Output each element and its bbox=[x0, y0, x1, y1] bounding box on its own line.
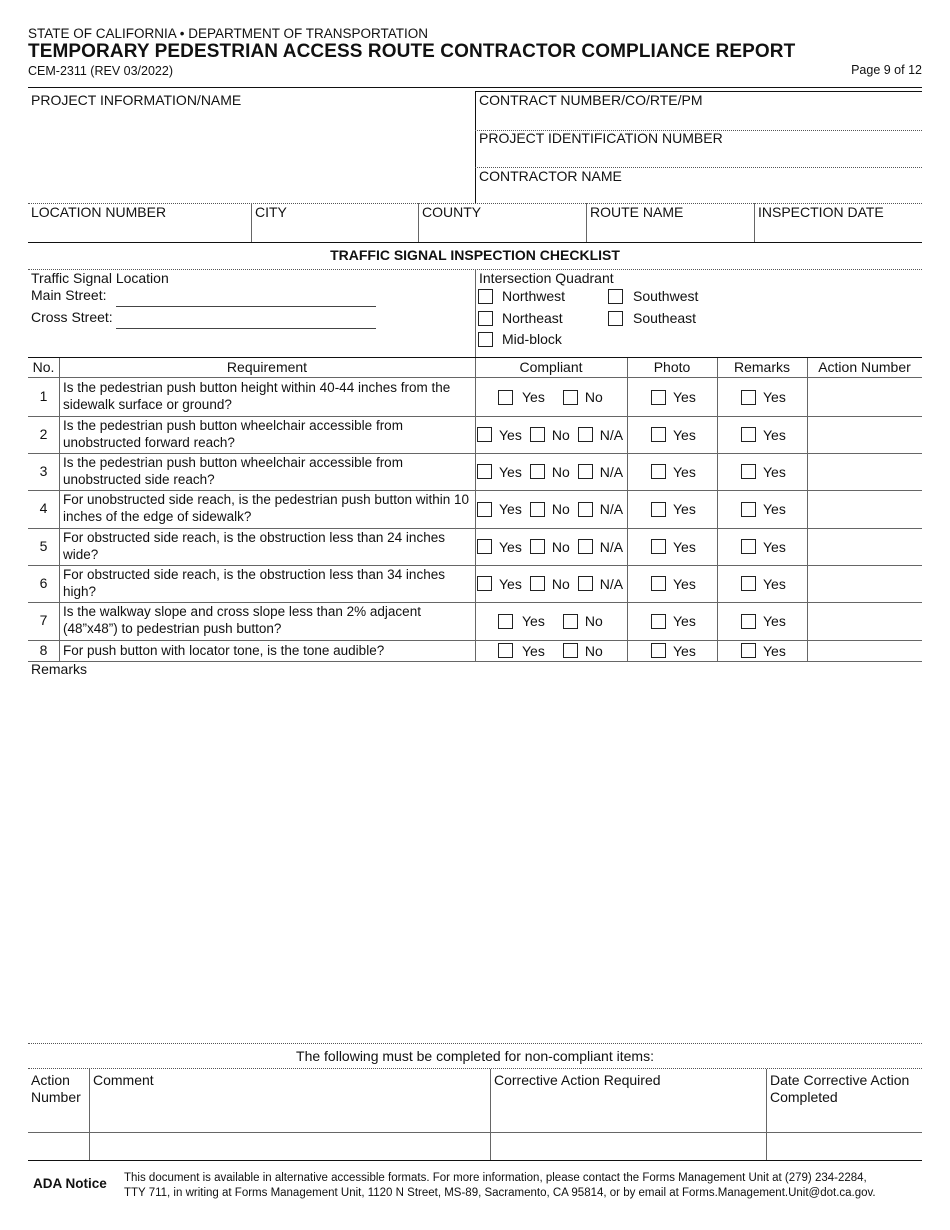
row-number: 6 bbox=[39, 575, 48, 591]
northeast-label: Northeast bbox=[502, 310, 563, 326]
remarks-option bbox=[741, 378, 794, 416]
yes-label: Yes bbox=[763, 613, 786, 629]
inspection-date-label: INSPECTION DATE bbox=[758, 204, 884, 220]
midblock-label: Mid-block bbox=[502, 331, 562, 347]
compliant-na-checkbox[interactable] bbox=[578, 502, 593, 517]
table-row bbox=[28, 416, 922, 454]
header-photo: Photo bbox=[653, 359, 691, 375]
nc-date-field[interactable] bbox=[767, 1133, 922, 1160]
yes-label: Yes bbox=[522, 613, 545, 629]
project-id-label: PROJECT IDENTIFICATION NUMBER bbox=[479, 130, 723, 146]
no-label: No bbox=[551, 575, 570, 592]
nc-action-number-field[interactable] bbox=[28, 1133, 89, 1160]
compliant-yes-checkbox[interactable] bbox=[477, 464, 492, 479]
contractor-name-label: CONTRACTOR NAME bbox=[479, 168, 622, 184]
photo-option bbox=[651, 640, 704, 661]
photo-yes-checkbox[interactable] bbox=[651, 502, 666, 517]
row-requirement: For push button with locator tone, is the tone audible? bbox=[63, 643, 385, 658]
location-divider-1 bbox=[251, 203, 252, 242]
project-info-label: PROJECT INFORMATION/NAME bbox=[31, 92, 242, 108]
northwest-checkbox[interactable] bbox=[478, 289, 493, 304]
row-requirement: For obstructed side reach, is the obstruction less than 24 inches wide? bbox=[63, 530, 445, 562]
location-number-label: LOCATION NUMBER bbox=[31, 204, 167, 220]
county-label: COUNTY bbox=[422, 204, 482, 220]
compliant-na-checkbox[interactable] bbox=[578, 427, 593, 442]
row-requirement: For obstructed side reach, is the obstruction less than 34 inches high? bbox=[63, 567, 445, 599]
quadrant-divider bbox=[475, 269, 476, 357]
cross-street-label: Cross Street: bbox=[31, 309, 113, 325]
remarks-yes-checkbox[interactable] bbox=[741, 464, 756, 479]
compliant-options bbox=[477, 490, 631, 528]
location-divider-4 bbox=[754, 203, 755, 242]
compliant-yes-checkbox[interactable] bbox=[477, 427, 492, 442]
header-no: No. bbox=[32, 359, 55, 375]
northeast-checkbox[interactable] bbox=[478, 311, 493, 326]
row-requirement: Is the pedestrian push button wheelchair accessible from unobstructed forward reach? bbox=[63, 418, 403, 450]
yes-label: Yes bbox=[673, 642, 696, 659]
southwest-label: Southwest bbox=[633, 288, 699, 304]
remarks-option bbox=[741, 490, 794, 528]
nc-corrective-field[interactable] bbox=[491, 1133, 766, 1160]
southwest-checkbox[interactable] bbox=[608, 289, 623, 304]
compliant-options bbox=[498, 602, 611, 640]
yes-label: Yes bbox=[673, 501, 696, 517]
na-label: N/A bbox=[599, 426, 624, 443]
yes-label: Yes bbox=[499, 575, 522, 592]
project-id-field[interactable] bbox=[475, 146, 922, 168]
photo-option bbox=[651, 565, 704, 602]
action-number-field[interactable] bbox=[808, 378, 922, 416]
compliant-yes-checkbox[interactable] bbox=[498, 614, 513, 629]
no-label: No bbox=[584, 642, 603, 659]
contract-number-field[interactable] bbox=[475, 108, 922, 131]
yes-label: Yes bbox=[673, 538, 696, 555]
na-label: N/A bbox=[599, 538, 624, 555]
quadrant-southwest[interactable] bbox=[608, 288, 698, 304]
row-requirement: Is the walkway slope and cross slope less than 2% adjacent (48”x48”) to pedestrian push button? bbox=[63, 604, 421, 636]
quadrant-label: Intersection Quadrant bbox=[479, 270, 614, 286]
yes-label: Yes bbox=[673, 613, 696, 629]
remarks-option bbox=[741, 602, 794, 640]
compliant-options bbox=[477, 416, 631, 453]
noncompliant-top-rule bbox=[28, 1043, 922, 1044]
compliant-no-checkbox[interactable] bbox=[530, 539, 545, 554]
noncompliant-title-rule bbox=[28, 1068, 922, 1069]
project-info-field[interactable] bbox=[28, 91, 475, 203]
remarks-yes-checkbox[interactable] bbox=[741, 614, 756, 629]
action-number-field[interactable] bbox=[808, 640, 922, 661]
row-number: 1 bbox=[39, 388, 48, 404]
quadrant-midblock[interactable] bbox=[478, 331, 562, 347]
row-requirement: Is the pedestrian push button wheelchair accessible from unobstructed side reach? bbox=[63, 455, 403, 487]
yes-label: Yes bbox=[763, 538, 786, 555]
compliant-no-checkbox[interactable] bbox=[530, 576, 545, 591]
remarks-option bbox=[741, 640, 794, 661]
yes-label: Yes bbox=[673, 463, 696, 480]
action-number-field[interactable] bbox=[808, 453, 922, 490]
compliant-na-checkbox[interactable] bbox=[578, 576, 593, 591]
compliant-yes-checkbox[interactable] bbox=[477, 502, 492, 517]
photo-yes-checkbox[interactable] bbox=[651, 643, 666, 658]
row-number: 5 bbox=[39, 538, 48, 554]
na-label: N/A bbox=[599, 501, 624, 517]
compliant-yes-checkbox[interactable] bbox=[498, 390, 513, 405]
photo-yes-checkbox[interactable] bbox=[651, 390, 666, 405]
checklist-title: TRAFFIC SIGNAL INSPECTION CHECKLIST bbox=[330, 247, 620, 263]
compliant-yes-checkbox[interactable] bbox=[477, 576, 492, 591]
compliant-options bbox=[498, 378, 611, 416]
no-label: No bbox=[551, 501, 570, 517]
location-row-bottom bbox=[28, 242, 922, 243]
city-label: CITY bbox=[255, 204, 287, 220]
compliant-options bbox=[477, 453, 631, 490]
remarks-option bbox=[741, 528, 794, 565]
row-number: 3 bbox=[39, 463, 48, 479]
no-label: No bbox=[551, 426, 570, 443]
row-number: 4 bbox=[39, 500, 48, 516]
yes-label: Yes bbox=[763, 463, 786, 480]
nc-comment-field[interactable] bbox=[90, 1133, 490, 1160]
contract-number-label: CONTRACT NUMBER/CO/RTE/PM bbox=[479, 92, 703, 108]
compliant-no-checkbox[interactable] bbox=[563, 390, 578, 405]
compliant-options bbox=[498, 640, 611, 661]
ada-notice-label: ADA Notice bbox=[33, 1176, 107, 1191]
quadrant-southeast[interactable] bbox=[608, 310, 696, 326]
compliant-na-checkbox[interactable] bbox=[578, 464, 593, 479]
yes-label: Yes bbox=[673, 426, 696, 443]
yes-label: Yes bbox=[673, 575, 696, 592]
compliant-yes-checkbox[interactable] bbox=[498, 643, 513, 658]
yes-label: Yes bbox=[499, 501, 522, 517]
yes-label: Yes bbox=[763, 426, 786, 443]
compliant-na-checkbox[interactable] bbox=[578, 539, 593, 554]
northwest-label: Northwest bbox=[502, 288, 566, 304]
yes-label: Yes bbox=[499, 463, 522, 480]
no-label: No bbox=[551, 463, 570, 480]
compliant-no-checkbox[interactable] bbox=[530, 502, 545, 517]
remarks-label: Remarks bbox=[31, 661, 88, 677]
compliant-yes-checkbox[interactable] bbox=[477, 539, 492, 554]
location-divider-2 bbox=[418, 203, 419, 242]
table-row bbox=[28, 565, 922, 603]
compliant-no-checkbox[interactable] bbox=[530, 464, 545, 479]
southeast-label: Southeast bbox=[633, 310, 697, 326]
yes-label: Yes bbox=[763, 642, 786, 659]
photo-option bbox=[651, 453, 704, 490]
photo-option bbox=[651, 490, 704, 528]
na-label: N/A bbox=[599, 575, 624, 592]
row-number: 2 bbox=[39, 426, 48, 442]
header-remarks: Remarks bbox=[733, 359, 790, 375]
no-label: No bbox=[551, 538, 570, 555]
remarks-option bbox=[741, 565, 794, 602]
location-divider-3 bbox=[586, 203, 587, 242]
remarks-yes-checkbox[interactable] bbox=[741, 643, 756, 658]
quadrant-northeast[interactable] bbox=[478, 310, 563, 326]
action-number-field[interactable] bbox=[808, 565, 922, 602]
page-number: Page 9 of 12 bbox=[851, 63, 922, 77]
photo-option bbox=[651, 378, 704, 416]
header-compliant: Compliant bbox=[519, 359, 583, 375]
row-requirement: Is the pedestrian push button height within 40-44 inches from the sidewalk surface or ground? bbox=[63, 380, 451, 412]
yes-label: Yes bbox=[763, 389, 786, 405]
ada-notice-line1: This document is available in alternative accessible formats. For more information, please contact the Forms Management Unit at (279) 234-2284, bbox=[124, 1172, 867, 1184]
photo-yes-checkbox[interactable] bbox=[651, 576, 666, 591]
table-row bbox=[28, 378, 922, 417]
action-number-field[interactable] bbox=[808, 602, 922, 640]
na-label: N/A bbox=[599, 463, 624, 480]
yes-label: Yes bbox=[673, 389, 696, 405]
remarks-field[interactable] bbox=[28, 678, 922, 1038]
action-number-field[interactable] bbox=[808, 416, 922, 453]
form-title: TEMPORARY PEDESTRIAN ACCESS ROUTE CONTRACTOR COMPLIANCE REPORT bbox=[28, 41, 796, 62]
remarks-yes-checkbox[interactable] bbox=[741, 502, 756, 517]
action-number-field[interactable] bbox=[808, 528, 922, 565]
remarks-yes-checkbox[interactable] bbox=[741, 576, 756, 591]
nc-bottom-rule bbox=[28, 1160, 922, 1161]
table-row bbox=[28, 528, 922, 566]
header-action-number: Action Number bbox=[818, 359, 911, 375]
quadrant-northwest[interactable] bbox=[478, 288, 565, 304]
table-row bbox=[28, 490, 922, 529]
table-header-row bbox=[28, 358, 922, 378]
ada-notice-line2: TTY 711, in writing at Forms Management Unit, 1120 N Street, MS-89, Sacramento, CA 95814, or by email at Forms.Management.Unit@dot.ca.gov. bbox=[124, 1187, 876, 1199]
yes-label: Yes bbox=[522, 389, 545, 405]
yes-label: Yes bbox=[763, 501, 786, 517]
form-number: CEM-2311 (REV 03/2022) bbox=[28, 64, 173, 78]
compliant-options bbox=[477, 528, 631, 565]
midblock-checkbox[interactable] bbox=[478, 332, 493, 347]
table-row bbox=[28, 453, 922, 491]
nc-date-header: Date Corrective Action Completed bbox=[770, 1072, 910, 1105]
table-row bbox=[28, 602, 922, 641]
remarks-yes-checkbox[interactable] bbox=[741, 390, 756, 405]
photo-option bbox=[651, 416, 704, 453]
photo-yes-checkbox[interactable] bbox=[651, 614, 666, 629]
row-number: 8 bbox=[39, 642, 48, 658]
photo-option bbox=[651, 528, 704, 565]
signal-location-label: Traffic Signal Location bbox=[31, 270, 169, 286]
compliant-options bbox=[477, 565, 631, 602]
photo-option bbox=[651, 602, 704, 640]
photo-yes-checkbox[interactable] bbox=[651, 539, 666, 554]
nc-corrective-header: Corrective Action Required bbox=[494, 1072, 661, 1088]
row-number: 7 bbox=[39, 612, 48, 628]
main-street-field[interactable] bbox=[116, 306, 376, 307]
photo-yes-checkbox[interactable] bbox=[651, 427, 666, 442]
cross-street-field[interactable] bbox=[116, 328, 376, 329]
route-name-label: ROUTE NAME bbox=[590, 204, 684, 220]
top-rule bbox=[28, 87, 922, 88]
header-requirement: Requirement bbox=[226, 359, 308, 375]
noncompliant-title: The following must be completed for non-compliant items: bbox=[296, 1048, 654, 1064]
table-row bbox=[28, 640, 922, 662]
remarks-yes-checkbox[interactable] bbox=[741, 427, 756, 442]
row-requirement: For unobstructed side reach, is the pedestrian push button within 10 inches of the edge of sidewalk? bbox=[63, 492, 469, 524]
compliant-no-checkbox[interactable] bbox=[530, 427, 545, 442]
yes-label: Yes bbox=[499, 538, 522, 555]
remarks-option bbox=[741, 416, 794, 453]
photo-yes-checkbox[interactable] bbox=[651, 464, 666, 479]
nc-comment-header: Comment bbox=[93, 1072, 154, 1088]
no-label: No bbox=[584, 613, 603, 629]
action-number-field[interactable] bbox=[808, 490, 922, 528]
contractor-name-field[interactable] bbox=[475, 184, 922, 203]
remarks-yes-checkbox[interactable] bbox=[741, 539, 756, 554]
compliant-no-checkbox[interactable] bbox=[563, 614, 578, 629]
yes-label: Yes bbox=[522, 642, 545, 659]
yes-label: Yes bbox=[499, 426, 522, 443]
southeast-checkbox[interactable] bbox=[608, 311, 623, 326]
compliant-no-checkbox[interactable] bbox=[563, 643, 578, 658]
remarks-option bbox=[741, 453, 794, 490]
no-label: No bbox=[584, 389, 603, 405]
yes-label: Yes bbox=[763, 575, 786, 592]
agency-name: STATE OF CALIFORNIA • DEPARTMENT OF TRANSPORTATION bbox=[28, 26, 429, 41]
main-street-label: Main Street: bbox=[31, 287, 107, 303]
nc-action-number-header: Action Number bbox=[31, 1072, 81, 1105]
